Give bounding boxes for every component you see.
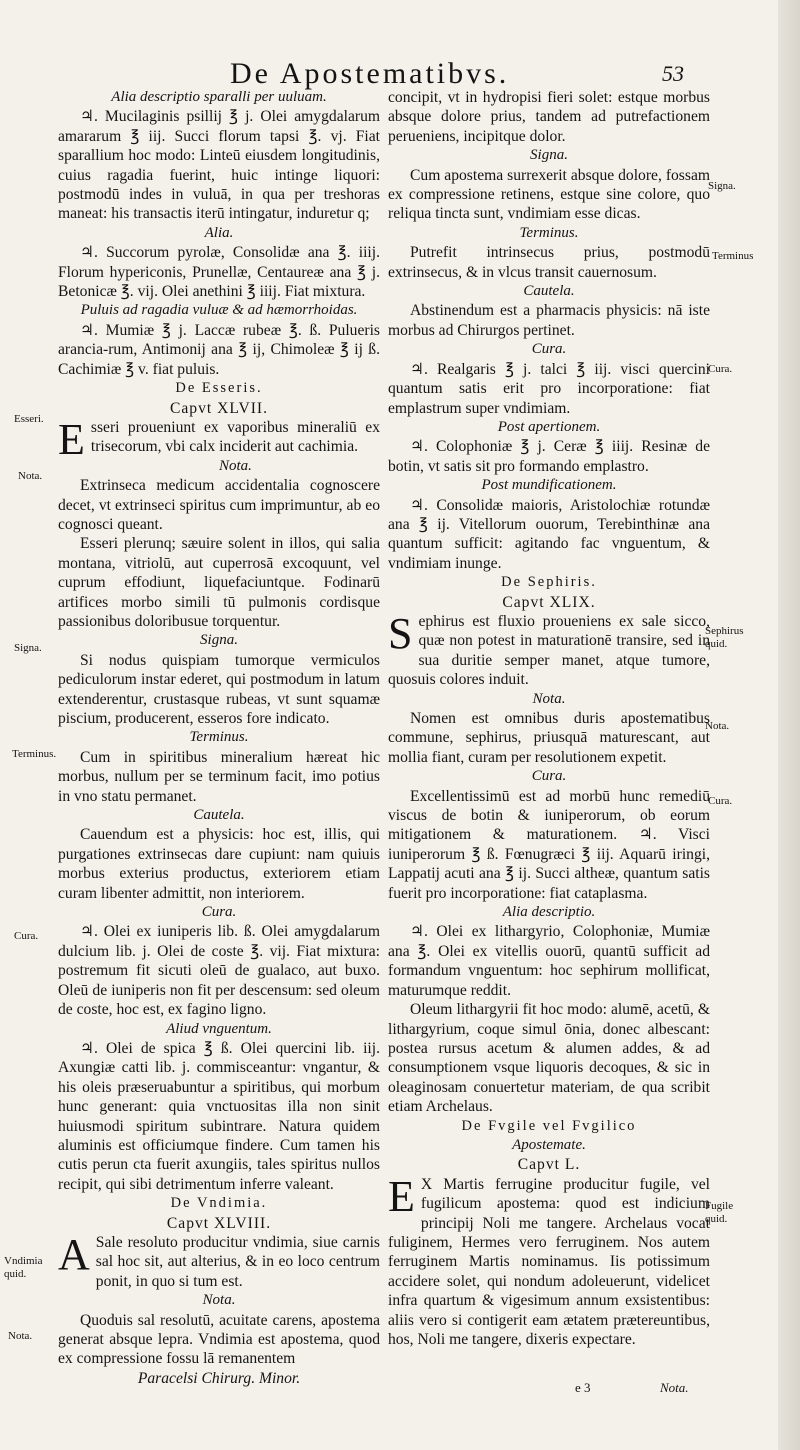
margin-note: Vndimia quid. bbox=[4, 1255, 43, 1280]
chapter-number: Capvt XLVII. bbox=[169, 399, 269, 417]
subheading: Nota. bbox=[218, 457, 252, 474]
margin-note: Nota. bbox=[8, 1330, 33, 1342]
subheading: Alia. bbox=[204, 224, 234, 241]
paragraph: Oleum lithargyrii fit hoc modo: alumē, acetū, & lithargyrium, coque simul ōnia, donec albescant: postea rursus acetum & alumen addes, & ad consumptionem vsque liquoris decoques, & sic in oleaginosam conuertetur materiam, de qua scribit etiam Archelaus. bbox=[388, 1001, 710, 1116]
subheading: Post mundificationem. bbox=[481, 477, 617, 494]
subheading: Cura. bbox=[531, 341, 567, 358]
margin-note: Cura. bbox=[708, 363, 733, 375]
margin-note: Sephirus quid. bbox=[705, 625, 744, 650]
subheading: Alia descriptio. bbox=[502, 904, 596, 921]
chapter-title: De Fvgile vel Fvgilico bbox=[461, 1117, 637, 1134]
subheading: Cautela. bbox=[193, 807, 245, 824]
paragraph: Cum in spiritibus mineralium hæreat hic morbus, nullum per se terminum facit, imo potius in vno statu permanet. bbox=[58, 748, 380, 805]
paragraph: Nomen est omnibus duris apostematibus commune, sephirus, priusquā maturescant, aut mollia fiant, curam per resolutionem expetit. bbox=[388, 710, 710, 766]
recipe: ♃. Olei de spica ℥ ß. Olei quercini lib. iij. Axungiæ catti lib. j. commisceantur: vngantur, & his oleis præseruabuntur a spiritibus, qui morbum hunc generant: quia vnctuositas illa non sinit huiusmodi spiritum subintrare. Natura quidem aluminis est officiumque findere. Cum tamen his cutis perun cta fuerit axungiis, tales spiritus nullos recipit, qui sibi detrimentum inferre valeant. bbox=[58, 1039, 380, 1193]
subheading: Nota. bbox=[202, 1292, 236, 1309]
margin-note: Signa. bbox=[14, 642, 42, 654]
chapter-title: De Sephiris. bbox=[501, 574, 597, 591]
chapter-number: Capvt L. bbox=[517, 1156, 581, 1174]
subheading: Alia descriptio sparalli per uuluam. bbox=[111, 89, 327, 105]
subheading: Post apertionem. bbox=[497, 418, 601, 435]
drop-capital: E bbox=[58, 414, 85, 464]
subheading: Terminus. bbox=[519, 224, 579, 241]
margin-note: Nota. bbox=[18, 470, 43, 482]
subheading: Signa. bbox=[200, 632, 238, 649]
running-title: De Apostematibvs. bbox=[230, 57, 510, 90]
drop-capital: S bbox=[388, 608, 413, 658]
margin-note: Nota. bbox=[705, 720, 730, 732]
recipe: ♃. Olei ex iuniperis lib. ß. Olei amygdalarum dulcium lib. j. Olei de coste ℥. vij. Fiat mixtura: postremum fit sicuti oleū de gualaco, aut buxo. Oleū de iuniperis non fit per descensum: sed oleum de coste, hoc est, ex fagino ligno. bbox=[58, 923, 380, 1019]
paragraph: Esseri plerunq; sæuire solent in illos, qui salia montana, vitriolū, aut cuperrosā excoquunt, vel cuprum effodiunt, liquefaciuntque. Fodinarū artifices morbo simili tū pulmonis cordisque passionibus doloribusue torquentur. bbox=[58, 535, 380, 630]
recipe: ♃. Consolidæ maioris, Aristolochiæ rotundæ ana ℥ ij. Vitellorum ouorum, Terebinthinæ ana quantum sufficit: agitando fac vnguentum, & vndimiam inunge. bbox=[388, 496, 710, 572]
paragraph: E X Martis ferrugine producitur fugile, vel fugilicum apostema: quod est indicium principij Noli me tangere. Archelaus vocat fuliginem, Hermes vero ferruginem. Nos autem ferruginem Martis nominamus. Iis potissimum accidere solet, qui nondum adoleuerunt, videlicet infra quartum & vigesimum annum exsistentibus: aliis vero si contigerit eam ætatem prætereuntibus, hos, Noli me tangere, dixeris expectare. bbox=[388, 1171, 710, 1348]
paragraph: Si nodus quispiam tumorque vermiculos pediculorum instar ederet, qui postmodum in latum extenderentur, crustasque rubeas, vt sunt squamæ piscium, producerent, esseros fore indicato. bbox=[58, 651, 380, 727]
paragraph: Putrefit intrinsecus prius, postmodū extrinsecus, & in vlcus transit cauernosum. bbox=[388, 244, 710, 281]
chapter-title: De Vndimia. bbox=[170, 1195, 268, 1212]
margin-note: Terminus. bbox=[12, 748, 57, 760]
subheading: Cautela. bbox=[523, 283, 575, 300]
paragraph: A Sale resoluto producitur vndimia, siue carnis sal hoc sit, aut alterius, & in eo loco centrum ponit, in quo si tum est. bbox=[58, 1229, 380, 1290]
subheading: Cura. bbox=[201, 904, 237, 921]
paragraph: Cauendum est a physicis: hoc est, illis, qui purgationes extrinsecas dare cupiunt: nam quiuis morbus exterius productus, exteriorem etiam curam libenter admittit, non interiorem. bbox=[58, 826, 380, 902]
catchword: Nota. bbox=[660, 1380, 689, 1395]
chapter-title: De Esseris. bbox=[175, 380, 263, 397]
signature-mark: e 3 bbox=[575, 1380, 591, 1395]
right-column bbox=[388, 88, 710, 1349]
catchword: Paracelsi Chirurg. Minor. bbox=[137, 1369, 301, 1387]
margin-note: Cura. bbox=[14, 930, 39, 942]
paragraph: Esseri proueniunt ex vaporibus mineraliū ex trisecorum, vbi calx inciderit aut cachimia. bbox=[58, 414, 380, 464]
recipe: ♃. Realgaris ℥ j. talci ℥ iij. visci quercini quantum satis erit pro incorporatione: fiat emplastrum super vndimiam. bbox=[388, 360, 710, 417]
paragraph: Abstinendum est a pharmacis physicis: nā iste morbus ad Chirurgos pertinet. bbox=[388, 302, 710, 339]
margin-note: Esseri. bbox=[14, 413, 44, 425]
chapter-number: Capvt XLVIII. bbox=[166, 1214, 272, 1232]
subheading: Cura. bbox=[531, 768, 567, 785]
subheading: Terminus. bbox=[189, 729, 249, 746]
paragraph: Cum apostema surrexerit absque dolore, fossam ex compressione retinens, estque sine colore, quo reliqua tincta sunt, vndimiam esse dicas. bbox=[388, 166, 710, 223]
paragraph: Extrinseca medicum accidentalia cognoscere decet, vt extrinseci spiritus cum imprimuntur, ab eo cognosci queant. bbox=[58, 477, 380, 533]
left-column bbox=[58, 88, 380, 1388]
chapter-subtitle: Apostemate. bbox=[512, 1136, 586, 1153]
margin-note: Fugile quid. bbox=[705, 1200, 734, 1225]
recipe: ♃. Mucilaginis psillij ℥ j. Olei amygdalarum amararum ℥ iij. Succi florum tapsi ℥. vj. Fiat sparallium hoc modo: Linteū eiusdem longitudinis, cuius ragadia fuerint, huic intinge liquori: postmodū indes in vuluā, in qua per treshoras maneat: his transactis iterū intingatur, induretur q; bbox=[58, 108, 380, 223]
recipe: ♃. Olei ex lithargyrio, Colophoniæ, Mumiæ ana ℥. Olei ex vitellis ouorū, quantū sufficit ad formandum vnguentum: hoc sephirum mollificat, maturumque reddit. bbox=[388, 923, 710, 999]
recipe: ♃. Colophoniæ ℥ j. Ceræ ℥ iiij. Resinæ de botin, vt satis sit pro formando emplastro. bbox=[388, 438, 710, 475]
drop-capital: A bbox=[58, 1229, 90, 1279]
margin-note: Terminus bbox=[712, 250, 754, 262]
subheading: Aliud vnguentum. bbox=[166, 1020, 272, 1037]
paragraph: Quoduis sal resolutū, acuitate carens, apostema generat absque lepra. Vndimia est apostema, quod ex compressione fossu lā remanentem bbox=[58, 1311, 380, 1368]
page-number: 53 bbox=[662, 61, 684, 86]
subheading: Nota. bbox=[532, 690, 566, 707]
margin-note: Cura. bbox=[708, 795, 733, 807]
next-page-edge bbox=[778, 0, 800, 1450]
margin-note: Signa. bbox=[708, 180, 736, 192]
recipe: ♃. Succorum pyrolæ, Consolidæ ana ℥. iiij. Florum hypericonis, Prunellæ, Centaureæ ana ℥ j. Betonicæ ℥. vij. Olei anethini ℥ iiij. Fiat mixtura. bbox=[58, 244, 380, 301]
drop-capital: E bbox=[388, 1171, 415, 1221]
recipe: ♃. Mumiæ ℥ j. Laccæ rubeæ ℥. ß. Pulueris arancia-rum, Antimonij ana ℥ ij, Chimoleæ ℥ ij ß. Cachimiæ ℥ v. fiat puluis. bbox=[58, 321, 380, 378]
chapter-number: Capvt XLIX. bbox=[502, 593, 596, 611]
paragraph: concipit, vt in hydropisi fieri solet: estque morbus absque dolore prius, tandem ad putrefactionem perueniens, incipitque dolor. bbox=[388, 89, 710, 145]
recipe: Excellentissimū est ad morbū hunc remediū viscus de botin & iuniperorum, ob eorum mitigationem & maturationem. ♃. Visci iuniperorum ℥ ß. Fœnugræci ℥ iij. Aquarū iringi, Lappatij acuti ana ℥ ij. Succi altheæ, quantum satis fuerit pro incorporatione: fiat cataplasma. bbox=[388, 787, 710, 902]
paragraph: Sephirus est fluxio proueniens ex sale sicco, quæ non potest in maturationē transire, sed in sua duritie semper manet, atque tumore, quosuis colores induit. bbox=[388, 608, 710, 689]
subheading: Signa. bbox=[530, 147, 568, 164]
subheading: Puluis ad ragadia vuluæ & ad hæmorrhoidas. bbox=[80, 302, 358, 319]
